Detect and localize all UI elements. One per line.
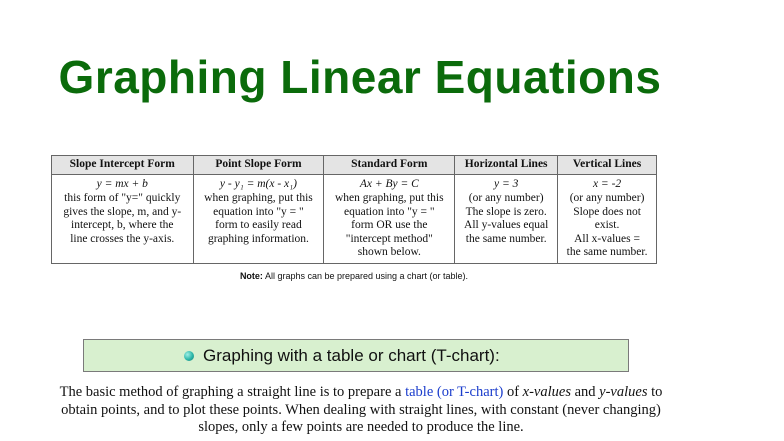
para-text: of xyxy=(503,384,523,400)
linear-forms-table xyxy=(51,155,657,264)
section-banner xyxy=(83,339,629,372)
desc-line: All x-values = xyxy=(574,232,640,245)
intro-paragraph xyxy=(55,384,667,437)
desc-line: equation into "y = " xyxy=(343,205,435,218)
header-vertical: Vertical Lines xyxy=(558,156,657,175)
equation: Ax + By = C xyxy=(359,177,419,190)
desc-line: graphing information. xyxy=(207,232,309,245)
desc-line: when graphing, put this xyxy=(335,192,444,204)
para-text: The basic method of graphing a straight line is to prepare a xyxy=(59,384,406,400)
para-text: to obtain points, and to plot these points. When dealing with straight lines, with constant (never changing) slopes, only a few points are needed to produce the line. xyxy=(61,384,663,435)
equation: y - y₁ = m(x - x₁) xyxy=(219,177,297,190)
header-point-slope: Point Slope Form xyxy=(193,156,324,175)
y-values-term: y-values xyxy=(599,384,648,400)
note-label: Note: xyxy=(239,271,263,281)
desc-line: "intercept method" xyxy=(345,232,433,245)
banner-title: Graphing with a table or chart (T-chart): xyxy=(203,345,500,365)
cell-slope-intercept xyxy=(52,174,194,263)
header-standard: Standard Form xyxy=(324,156,455,175)
table-tchart-link[interactable]: table (or T-chart) xyxy=(405,384,504,400)
desc-line: form to easily read xyxy=(215,219,302,231)
cell-point-slope xyxy=(193,174,324,263)
desc-line: gives the slope, m, and y- xyxy=(63,205,182,218)
desc-line: the same number. xyxy=(566,246,648,258)
equation: y = 3 xyxy=(493,177,519,190)
bullet-icon xyxy=(184,351,194,361)
desc-line: form OR use the xyxy=(351,219,428,231)
table-row xyxy=(52,174,657,263)
desc-line: exist. xyxy=(594,219,620,231)
note-text: All graphs can be prepared using a chart (or table). xyxy=(262,271,469,281)
table-header-row xyxy=(52,156,657,175)
header-horizontal: Horizontal Lines xyxy=(455,156,558,175)
cell-standard xyxy=(324,174,455,263)
para-text: and xyxy=(570,384,600,400)
desc-line: Slope does not xyxy=(573,205,641,218)
desc-line: The slope is zero. xyxy=(465,205,547,218)
desc-line: (or any number) xyxy=(468,192,544,204)
table-note xyxy=(51,271,657,281)
desc-line: equation into "y = " xyxy=(213,205,304,218)
desc-line: intercept, b, where the xyxy=(71,219,174,231)
cell-vertical xyxy=(558,174,657,263)
desc-line: when graphing, put this xyxy=(204,192,313,204)
header-slope-intercept: Slope Intercept Form xyxy=(52,156,194,175)
desc-line: this form of "y=" quickly xyxy=(64,192,181,204)
equation: x = -2 xyxy=(592,177,622,190)
desc-line: line crosses the y-axis. xyxy=(70,232,175,245)
x-values-term: x-values xyxy=(522,384,571,400)
desc-line: the same number. xyxy=(465,232,547,245)
desc-line: All y-values equal xyxy=(464,219,549,231)
page-title: Graphing Linear Equations xyxy=(58,51,662,103)
desc-line: shown below. xyxy=(357,246,421,258)
desc-line: (or any number) xyxy=(569,192,645,204)
equation: y = mx + b xyxy=(96,177,148,190)
cell-horizontal xyxy=(455,174,558,263)
